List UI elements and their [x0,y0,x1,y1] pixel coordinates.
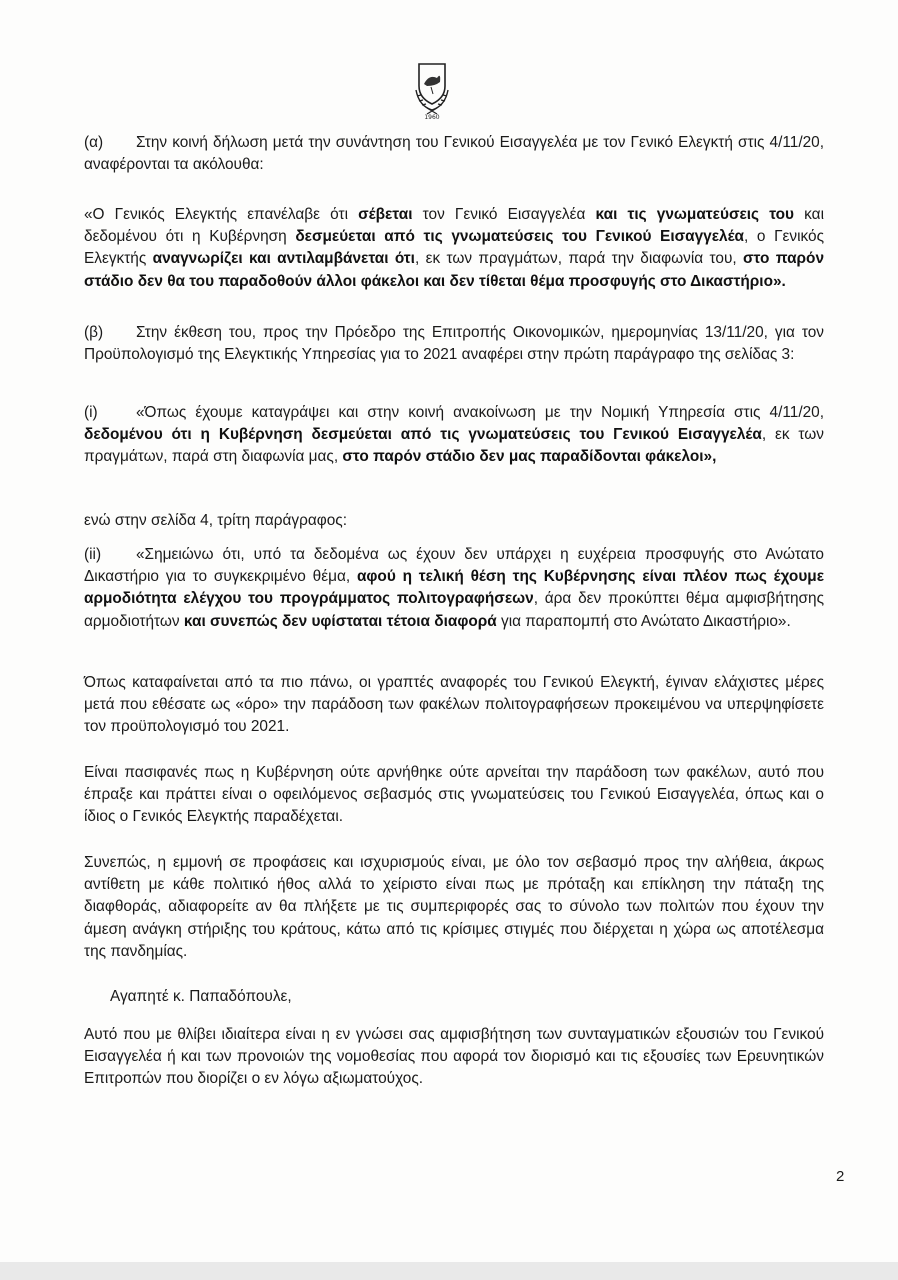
paragraph-a-quote [84,204,824,293]
quote-text: «Σημειώνω ότι, υπό τα δεδομένα ως έχουν δεν υπάρχει η ευχέρεια προσφυγής στο Ανώτατο Δικαστήριο για το συγκεκριμένο θέμα, [84,546,824,586]
quote-text: , άρα δεν προκύπτει θέμα αμφισβήτησης αρμοδιοτήτων [84,590,824,630]
paragraph-b-intro [84,322,824,366]
paragraph-2: Είναι πασιφανές πως η Κυβέρνηση ούτε αρνήθηκε ούτε αρνείται την παράδοση των φακέλων, αυτό που έπραξε και πράττει είναι ο οφειλόμενος σεβασμός στις γνωματεύσεις του Γενικού Εισαγγελέα, όπως και ο ίδιος ο Γενικός Ελεγκτής παραδέχεται. [84,764,824,826]
paragraph-while [84,510,824,532]
coat-of-arms-icon [407,56,457,120]
quote-text: , ο Γενικός Ελεγκτής [84,228,825,268]
salutation: Αγαπητέ κ. Παπαδόπουλε, [110,988,292,1005]
quote-bold: και τις γνωματεύσεις του [595,206,795,223]
quote-text: «Όπως έχουμε καταγράψει και στην κοινή ανακοίνωση με την Νομική Υπηρεσία στις 4/11/20, [136,404,824,421]
quote-text: «Ο Γενικός Ελεγκτής επανέλαβε ότι [84,206,359,223]
quote-text: , εκ των πραγμάτων, παρά την διαφωνία του, [414,250,743,268]
paragraph-ii-quote [84,544,824,633]
quote-bold: δεσμεύεται από τις γνωματεύσεις του Γενικού Εισαγγελέα [295,228,744,246]
quote-bold: αφού η τελική θέση της Κυβέρνησης είναι πλέον πως έχουμε αρμοδιότητα ελέγχου του προγράμματος πολιτογραφήσεων [84,568,824,608]
paragraph-a-text: Στην κοινή δήλωση μετά την συνάντηση του Γενικού Εισαγγελέα με τον Γενικό Ελεγκτή στις 4/11/20, αναφέρονται τα ακόλουθα: [84,134,824,174]
paragraph-4: Αυτό που με θλίβει ιδιαίτερα είναι η εν γνώσει σας αμφισβήτηση των συνταγματικών εξουσιών του Γενικού Εισαγγελέα ή και των προνοιών της νομοθεσίας που αφορά τον διορισμό και τις εξουσίες των Ερευνητικών Επιτροπών που διορίζει ο εν λόγω αξιωματούχος. [84,1026,824,1088]
paragraph-i-label: (i) [84,404,98,421]
paragraph-i-quote [84,402,824,469]
paragraph-1: Όπως καταφαίνεται από τα πιο πάνω, οι γραπτές αναφορές του Γενικού Ελεγκτή, έγιναν ελάχιστες μέρες μετά που εθέσατε ως «όρο» την παράδοση των φακέλων πολιτογραφήσεων προκειμένου να υπερψηφίσετε τον προϋπολογισμό του 2021. [84,674,824,736]
paragraph-ii-label: (ii) [84,546,102,563]
svg-text:1960: 1960 [424,114,440,120]
quote-bold: σέβεται [358,206,413,223]
quote-text: για παραπομπή στο Ανώτατο Δικαστήριο». [496,612,791,630]
while-text: ενώ στην σελίδα 4, τρίτη παράγραφος: [84,512,347,529]
quote-text: τον Γενικό Εισαγγελέα [412,206,596,223]
quote-bold: στο παρόν στάδιο δεν θα του παραδοθούν άλλοι φάκελοι και δεν τίθεται θέμα προσφυγής στο Δικαστήριο». [84,250,825,290]
quote-bold: αναγνωρίζει και αντιλαμβάνεται ότι [152,250,415,268]
paragraph-a-intro [84,132,824,176]
paragraph-b-label: (β) [84,324,104,341]
coat-of-arms-emblem [407,56,457,120]
paragraph-3: Συνεπώς, η εμμονή σε προφάσεις και ισχυρισμούς είναι, με όλο τον σεβασμό προς την αλήθεια, άκρως αντίθετη με κάθε πολιτικό ήθος αλλά το χείριστο είναι πως με πρόταξη και επίκληση την πάταξη της διαφθοράς, αδιαφορείτε αν θα πλήξετε με τις συμπεριφορές σας το σύνολο των πολιτών που έχουν την άμεση ανάγκη στήριξης του κράτους, κάτω από τις κρίσιμες στιγμές που διέρχεται η χώρα ως αποτέλεσμα της πανδημίας. [84,854,824,960]
paragraph-b-text: Στην έκθεση του, προς την Πρόεδρο της Επιτροπής Οικονομικών, ημερομηνίας 13/11/20, για τον Προϋπολογισμό της Ελεγκτικής Υπηρεσίας για το 2021 αναφέρει στην πρώτη παράγραφο της σελίδας 3: [84,324,824,364]
quote-bold: στο παρόν στάδιο δεν μας παραδίδονται φάκελοι», [342,448,717,466]
quote-text: , εκ των πραγμάτων, παρά στη διαφωνία μας, [84,426,824,466]
page-edge [0,1262,898,1280]
paragraph-a-label: (α) [84,134,104,151]
quote-bold: δεδομένου ότι η Κυβέρνηση δεσμεύεται από τις γνωματεύσεις του Γενικού Εισαγγελέα [84,426,762,444]
page-number: 2 [836,1168,845,1185]
quote-text: και δεδομένου ότι η Κυβέρνηση [84,206,824,246]
quote-bold: και συνεπώς δεν υφίσταται τέτοια διαφορά [183,612,497,630]
